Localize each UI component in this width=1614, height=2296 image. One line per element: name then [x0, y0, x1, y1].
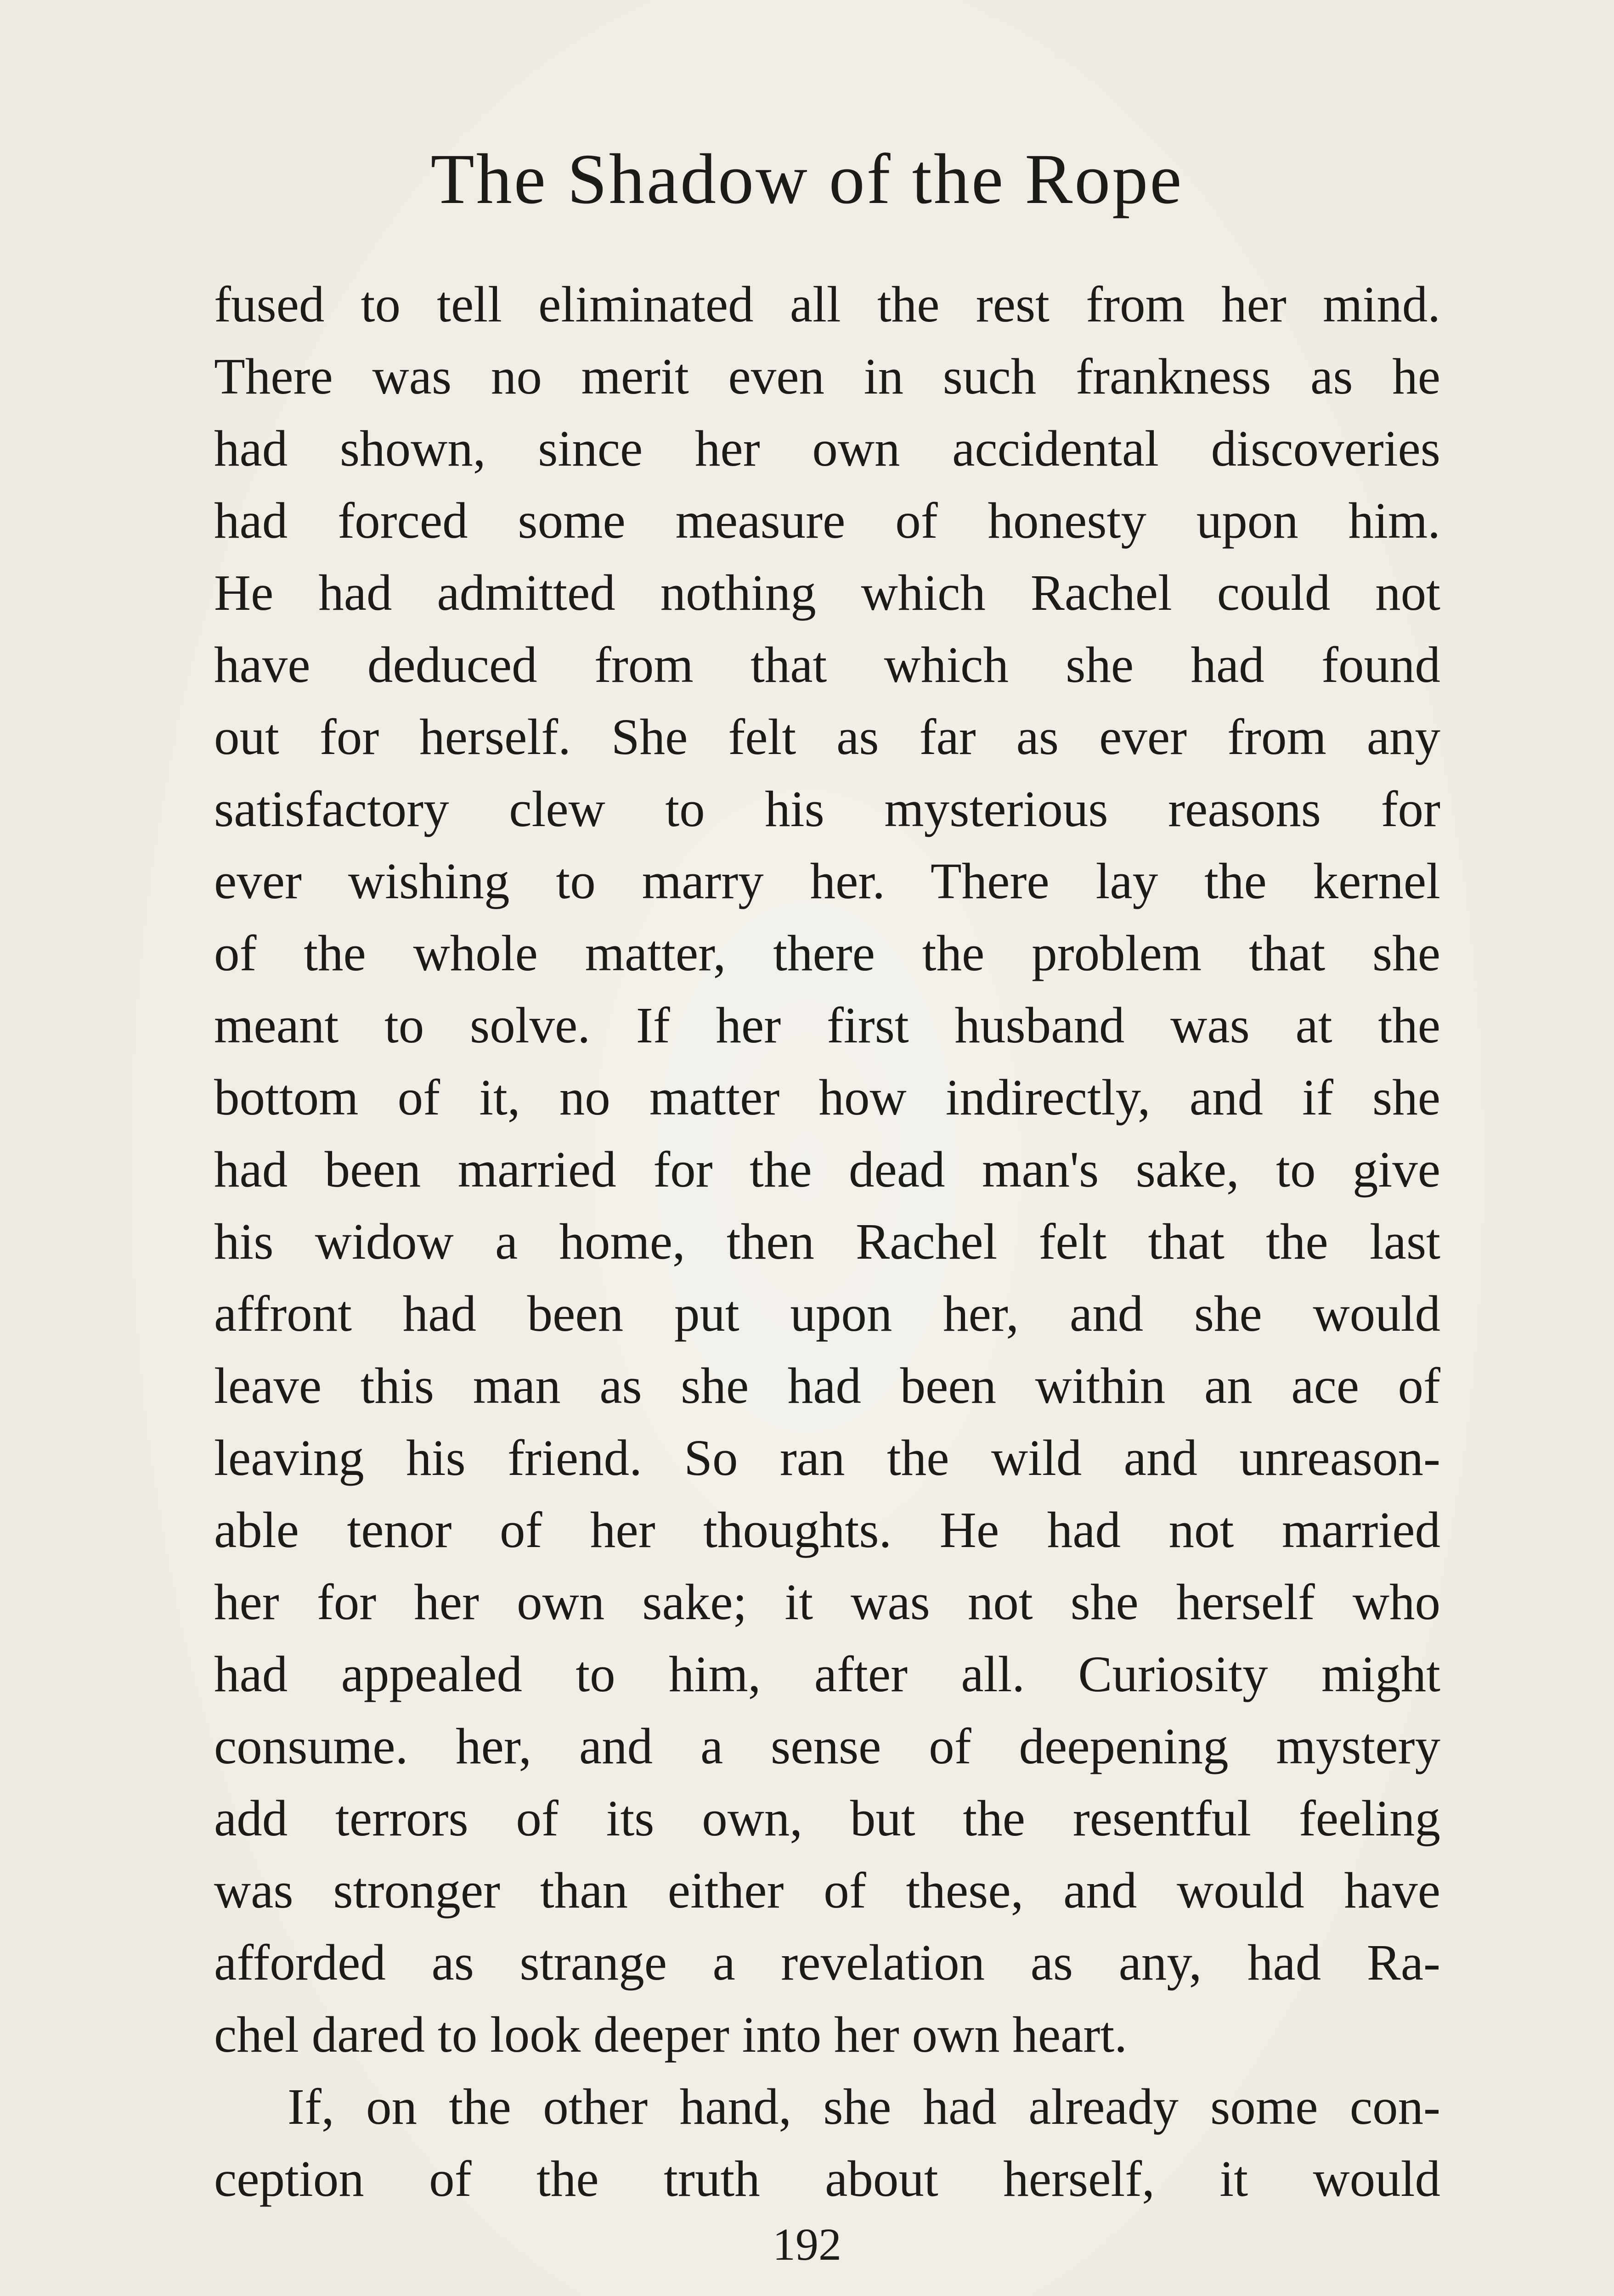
text-line: of the whole matter, there the problem that she — [214, 925, 1440, 982]
text-line: afforded as strange a revelation as any, had Ra- — [214, 1935, 1440, 1991]
paragraph-first-line: If, on the other hand, she had already some con- — [288, 2079, 1440, 2135]
text-line: have deduced from that which she had found — [214, 637, 1440, 693]
text-line: fused to tell eliminated all the rest from her mind. — [214, 276, 1440, 333]
text-line: had appealed to him, after all. Curiosity might — [214, 1646, 1440, 1703]
text-line: satisfactory clew to his mysterious reasons for — [214, 781, 1440, 838]
text-line: had shown, since her own accidental discoveries — [214, 421, 1440, 477]
text-line: ception of the truth about herself, it would — [214, 2151, 1440, 2207]
text-line: affront had been put upon her, and she would — [214, 1286, 1440, 1342]
text-line: had forced some measure of honesty upon him. — [214, 493, 1440, 549]
text-line: ever wishing to marry her. There lay the kernel — [214, 853, 1440, 910]
text-line: was stronger than either of these, and would have — [214, 1863, 1440, 1919]
paragraph-last-line: chel dared to look deeper into her own heart. — [214, 2007, 1127, 2063]
text-line: had been married for the dead man's sake, to give — [214, 1142, 1440, 1198]
text-line: bottom of it, no matter how indirectly, and if she — [214, 1069, 1440, 1126]
text-line: consume. her, and a sense of deepening mystery — [214, 1718, 1440, 1775]
text-line: out for herself. She felt as far as ever from any — [214, 709, 1440, 765]
running-head: The Shadow of the Rope — [430, 139, 1184, 219]
text-line: meant to solve. If her first husband was at the — [214, 997, 1440, 1054]
text-line: There was no merit even in such frankness as he — [214, 349, 1440, 405]
body-text — [214, 269, 1440, 2215]
text-line: He had admitted nothing which Rachel could not — [214, 565, 1440, 621]
text-line: her for her own sake; it was not she herself who — [214, 1574, 1440, 1631]
text-line: his widow a home, then Rachel felt that the last — [214, 1214, 1440, 1270]
text-line: able tenor of her thoughts. He had not married — [214, 1502, 1440, 1559]
page-number: 192 — [773, 2219, 841, 2270]
text-line: leave this man as she had been within an ace of — [214, 1358, 1440, 1414]
text-line: leaving his friend. So ran the wild and unreason- — [214, 1430, 1440, 1486]
text-line: add terrors of its own, but the resentful feeling — [214, 1790, 1440, 1847]
